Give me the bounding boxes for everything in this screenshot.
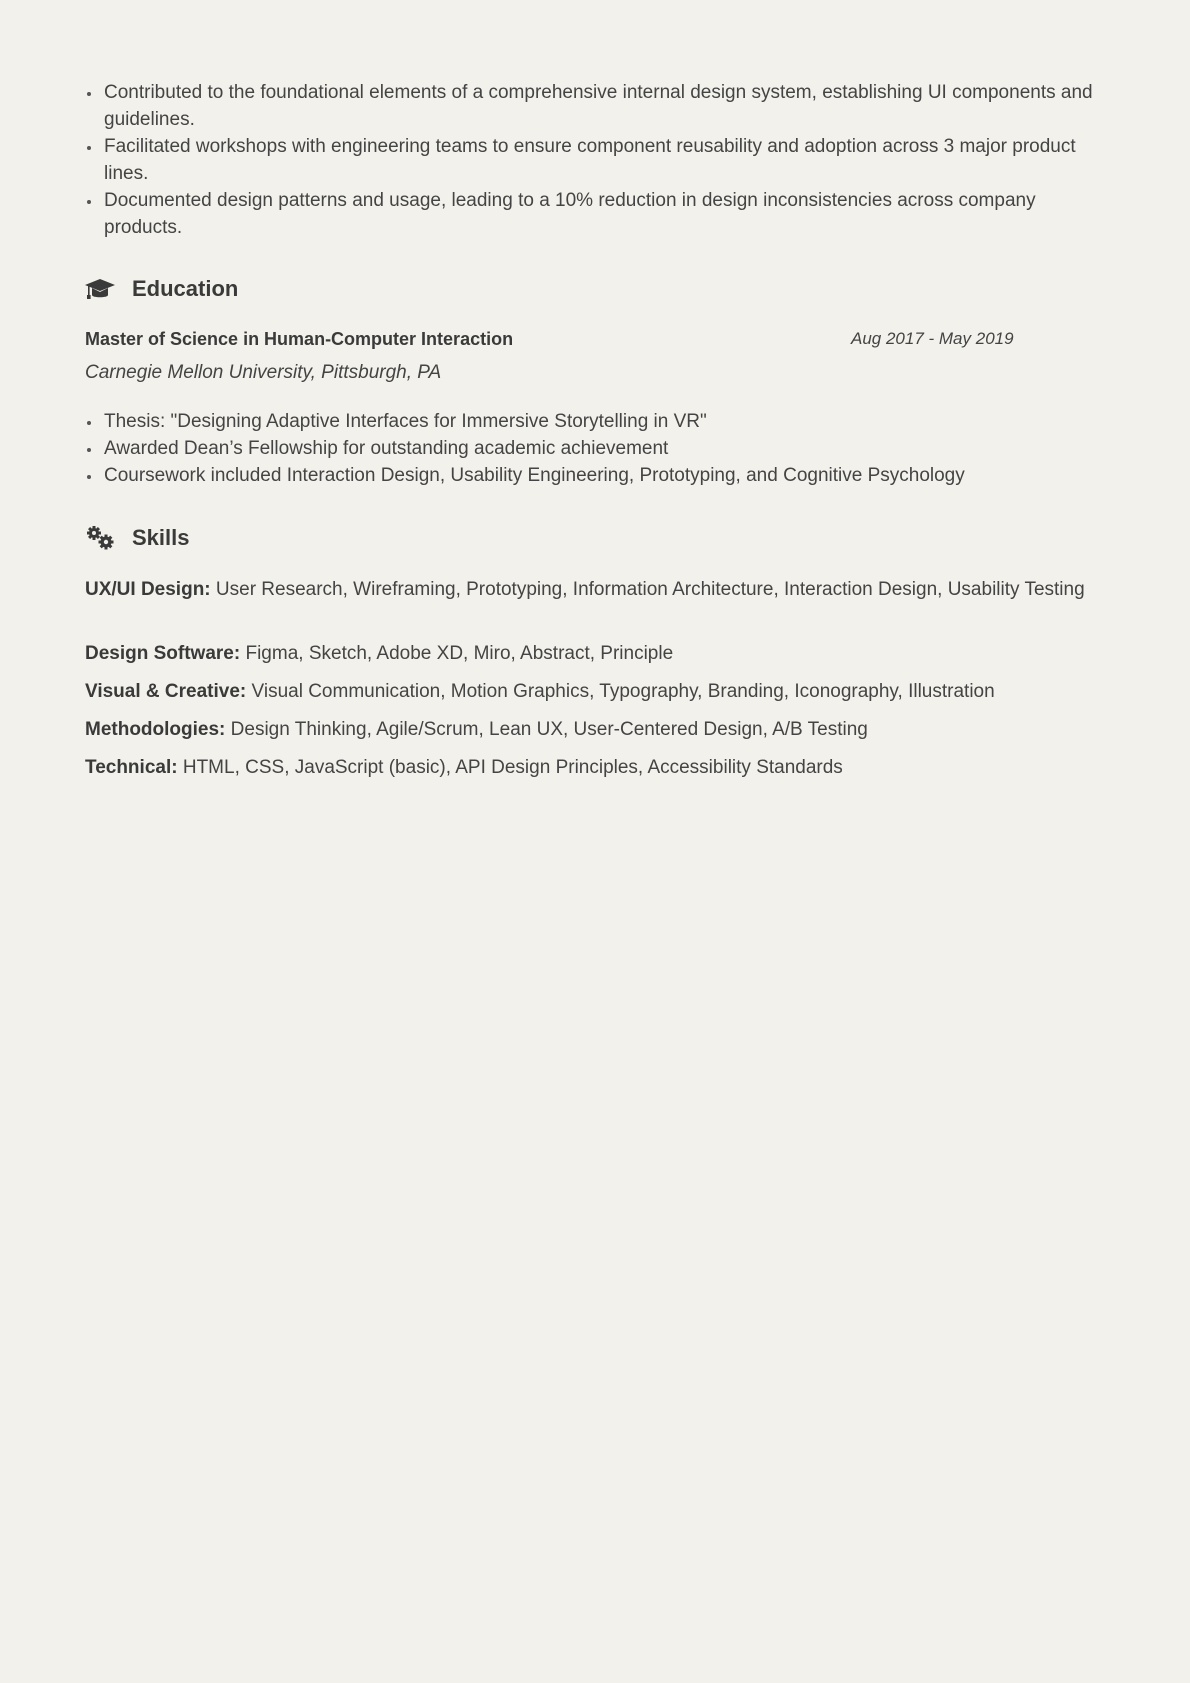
skill-value: Figma, Sketch, Adobe XD, Miro, Abstract, Principle bbox=[245, 643, 674, 664]
skill-label: Technical: bbox=[85, 757, 178, 778]
skill-row bbox=[85, 640, 1105, 667]
skill-label: UX/UI Design: bbox=[85, 579, 211, 600]
skill-label: Visual & Creative: bbox=[85, 681, 247, 702]
school-name: Carnegie Mellon University, Pittsburgh, PA bbox=[85, 362, 442, 383]
education-bullet: Coursework included Interaction Design, Usability Engineering, Prototyping, and Cognitive Psychology bbox=[85, 462, 1105, 489]
education-bullet: Awarded Dean’s Fellowship for outstanding academic achievement bbox=[85, 435, 1105, 462]
experience-bullet: Contributed to the foundational elements of a comprehensive internal design system, establishing UI components and guidelines. bbox=[85, 79, 1105, 133]
skill-value: Design Thinking, Agile/Scrum, Lean UX, User-Centered Design, A/B Testing bbox=[230, 719, 868, 740]
skill-row bbox=[85, 678, 1105, 705]
skill-row bbox=[85, 716, 1105, 743]
education-bullet: Thesis: "Designing Adaptive Interfaces for Immersive Storytelling in VR" bbox=[85, 408, 1105, 435]
skill-value: Visual Communication, Motion Graphics, Typography, Branding, Iconography, Illustration bbox=[251, 681, 995, 702]
skill-label: Design Software: bbox=[85, 643, 241, 664]
skills-header bbox=[85, 524, 189, 552]
skill-row bbox=[85, 754, 1105, 781]
education-header bbox=[85, 275, 238, 303]
gears-icon bbox=[85, 524, 117, 552]
experience-bullets bbox=[85, 79, 1105, 241]
experience-bullet: Documented design patterns and usage, leading to a 10% reduction in design inconsistencies across company products. bbox=[85, 187, 1105, 241]
skill-label: Methodologies: bbox=[85, 719, 226, 740]
skill-value: HTML, CSS, JavaScript (basic), API Design Principles, Accessibility Standards bbox=[182, 757, 843, 778]
education-bullets bbox=[85, 408, 1105, 489]
section-title: Skills bbox=[132, 525, 190, 550]
graduation-cap-icon bbox=[85, 275, 117, 303]
degree-title: Master of Science in Human-Computer Interaction bbox=[85, 329, 514, 349]
skill-row bbox=[85, 576, 1105, 603]
education-dates: Aug 2017 - May 2019 bbox=[851, 329, 1014, 348]
section-title: Education bbox=[132, 276, 239, 301]
skill-value: User Research, Wireframing, Prototyping, Information Architecture, Interaction Design, Usability Testing bbox=[215, 579, 1085, 600]
experience-bullet: Facilitated workshops with engineering teams to ensure component reusability and adoption across 3 major product lines. bbox=[85, 133, 1105, 187]
